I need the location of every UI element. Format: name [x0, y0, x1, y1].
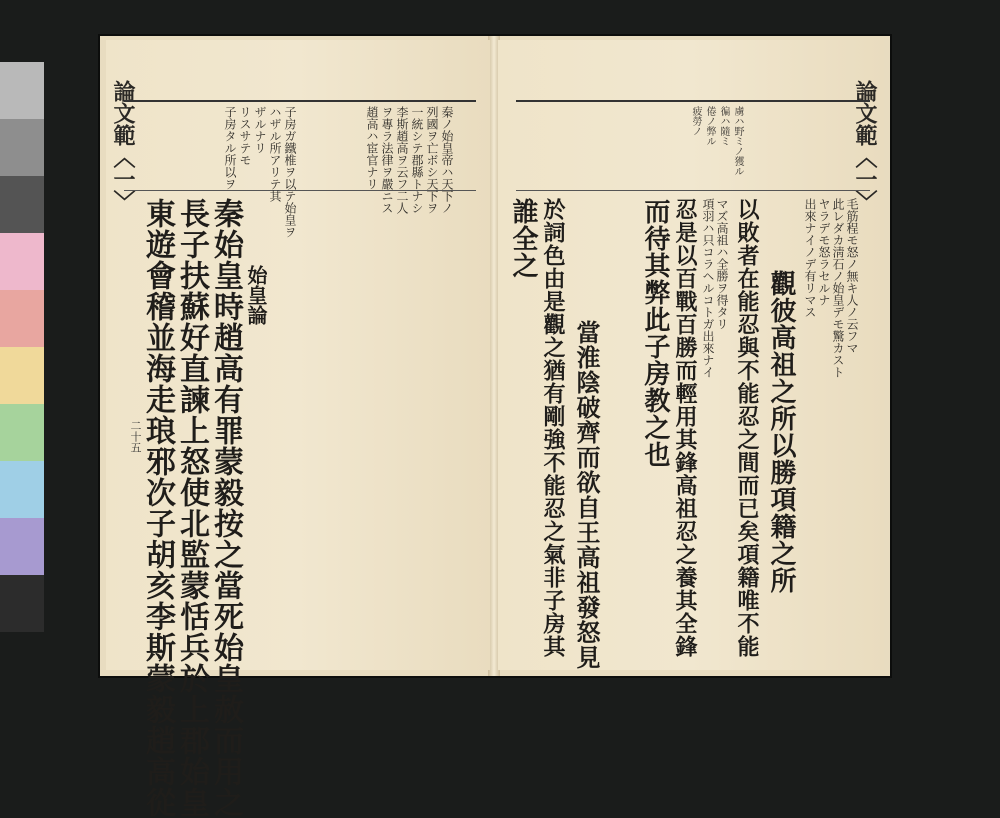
calibration-swatch: [0, 176, 44, 233]
main-text-column: 當淮陰破齊而欲自王高祖發怒見: [572, 320, 601, 670]
calibration-swatch: [0, 347, 44, 404]
main-text-column: 忍是以百戰百勝而輕用其鋒高祖忍之養其全鋒: [672, 198, 698, 658]
note-column: 此レダカ淸石ノ始皇デモ驚カスト: [831, 198, 845, 378]
main-text-column: 以敗者在能忍與不能忍之間而已矣項籍唯不能: [734, 198, 760, 658]
main-text-column: 東遊會稽並海走琅邪次子胡亥李斯蒙毅趙高從: [140, 198, 175, 818]
note-column: ザルナリ: [253, 106, 267, 154]
note-column: 出來ナイノデ有リマス: [803, 198, 817, 318]
calibration-swatch: [0, 404, 44, 461]
note-column: 一統シテ郡縣トナシ: [410, 106, 424, 214]
section-title: 始皇論: [244, 265, 268, 325]
calibration-swatch: [0, 461, 44, 518]
note-column: ヲ專ラ法律ヲ嚴ニス: [380, 106, 394, 214]
note-column: 毛筋程モ怒ノ無キ人ノ云フマ: [845, 198, 859, 354]
right-note-divider: [516, 190, 870, 191]
note-column: リスサテモ: [238, 106, 252, 166]
top-note: 徧ハ隨ミ: [718, 106, 729, 146]
top-note: 倦ノ弊ル: [704, 106, 715, 146]
note-column: ハザル所アリテ其: [268, 106, 282, 202]
note-column: 子房タル所以ヲ: [223, 106, 237, 190]
color-calibration-strip: [0, 62, 44, 632]
note-column: 子房ガ鐵椎ヲ以テ始皇ヲ: [283, 106, 297, 238]
calibration-swatch: [0, 233, 44, 290]
left-page-header: 論文範〈一〉: [110, 80, 136, 212]
calibration-swatch: [0, 575, 44, 632]
open-book: [100, 36, 890, 818]
calibration-swatch: [0, 119, 44, 176]
main-text-column: 誰全之: [508, 198, 538, 279]
main-text-column: 而待其弊此子房教之也: [640, 198, 670, 468]
note-column: 李斯趙高ヲ云フ二人: [395, 106, 409, 214]
note-column: マズ高祖ハ全勝ヲ得タリ: [715, 198, 729, 330]
note-column: 列國ヲ亡ボシ天下ヲ: [425, 106, 439, 214]
main-text-column: 秦始皇時趙高有罪蒙毅按之當死始皇赦而用之: [208, 198, 243, 818]
top-note: 虜ハ野ミノ獲ル: [732, 106, 743, 176]
right-page-header: 論文範〈一〉: [852, 80, 878, 212]
top-note: 疲勞ノ: [690, 106, 701, 136]
note-column: 趙高ハ宦官ナリ: [365, 106, 379, 190]
calibration-swatch: [0, 62, 44, 119]
main-text-column: 長子扶蘇好直諫上怒使北監蒙恬兵於上郡始皇: [174, 198, 209, 818]
main-text-column: 於詞色由是觀之猶有剛強不能忍之氣非子房其: [540, 198, 566, 658]
left-page-number: 二十五: [129, 420, 142, 453]
calibration-swatch: [0, 290, 44, 347]
calibration-swatch: [0, 518, 44, 575]
note-column: 項羽ハ只コラヘルコトガ出來ナイ: [701, 198, 715, 378]
right-page: [498, 40, 884, 670]
left-page: [106, 40, 490, 818]
note-column: 秦ノ始皇帝ハ天下ノ: [440, 106, 454, 214]
note-column: ヤラデモ怒ラセルナ: [817, 198, 831, 306]
main-text-column: 觀彼高祖之所以勝項籍之所: [766, 270, 796, 594]
